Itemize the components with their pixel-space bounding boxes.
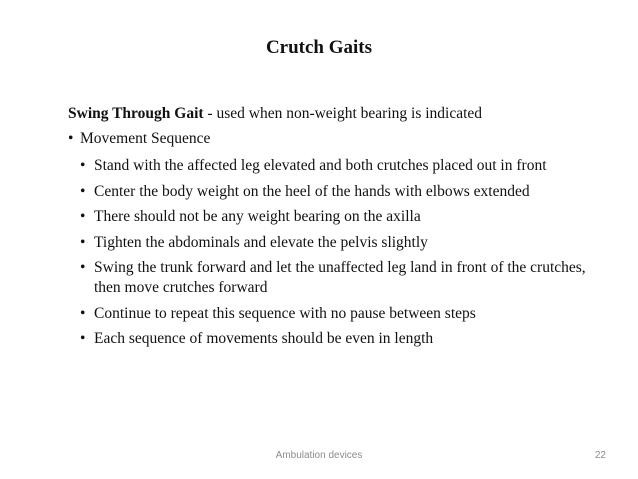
list-item	[80, 304, 610, 324]
list-item-text: Center the body weight on the heel of the hands with elbows extended	[94, 182, 530, 200]
level1-bullet-item	[68, 129, 210, 149]
list-item-text: Tighten the abdominals and elevate the pelvis slightly	[94, 233, 428, 251]
list-item	[80, 207, 610, 227]
subtitle-bold: Swing Through Gait	[68, 105, 204, 122]
bullet-icon: •	[80, 330, 86, 347]
bullet-icon: •	[80, 157, 86, 174]
level1-text: Movement Sequence	[80, 130, 211, 147]
bullet-icon: •	[80, 233, 86, 251]
list-item	[80, 258, 610, 298]
list-item	[80, 156, 610, 176]
subtitle-rest: - used when non-weight bearing is indicated	[203, 105, 483, 122]
bullet-icon: •	[80, 304, 86, 322]
bullet-icon: •	[80, 259, 86, 276]
list-item-text: Stand with the affected leg elevated and both crutches placed out in front	[94, 157, 547, 174]
list-item-text: There should not be any weight bearing on the axilla	[94, 208, 421, 225]
bullet-icon: •	[80, 182, 86, 200]
bullet-icon: •	[80, 208, 86, 225]
bullet-icon: •	[68, 130, 74, 147]
list-item	[80, 329, 610, 349]
list-item-text: Each sequence of movements should be even in length	[94, 330, 434, 347]
list-item-text: Continue to repeat this sequence with no pause between steps	[94, 304, 476, 322]
footer-text: Ambulation devices	[275, 450, 363, 461]
list-item	[80, 182, 610, 202]
list-item-text: Swing the trunk forward and let the unaffected leg land in front of the crutches, then move crutches forward	[94, 259, 586, 296]
subtitle-line	[68, 104, 482, 124]
list-item	[80, 233, 610, 253]
slide-title: Crutch Gaits	[265, 37, 373, 58]
page-number: 22	[594, 450, 606, 461]
movement-sequence-list	[80, 156, 610, 355]
